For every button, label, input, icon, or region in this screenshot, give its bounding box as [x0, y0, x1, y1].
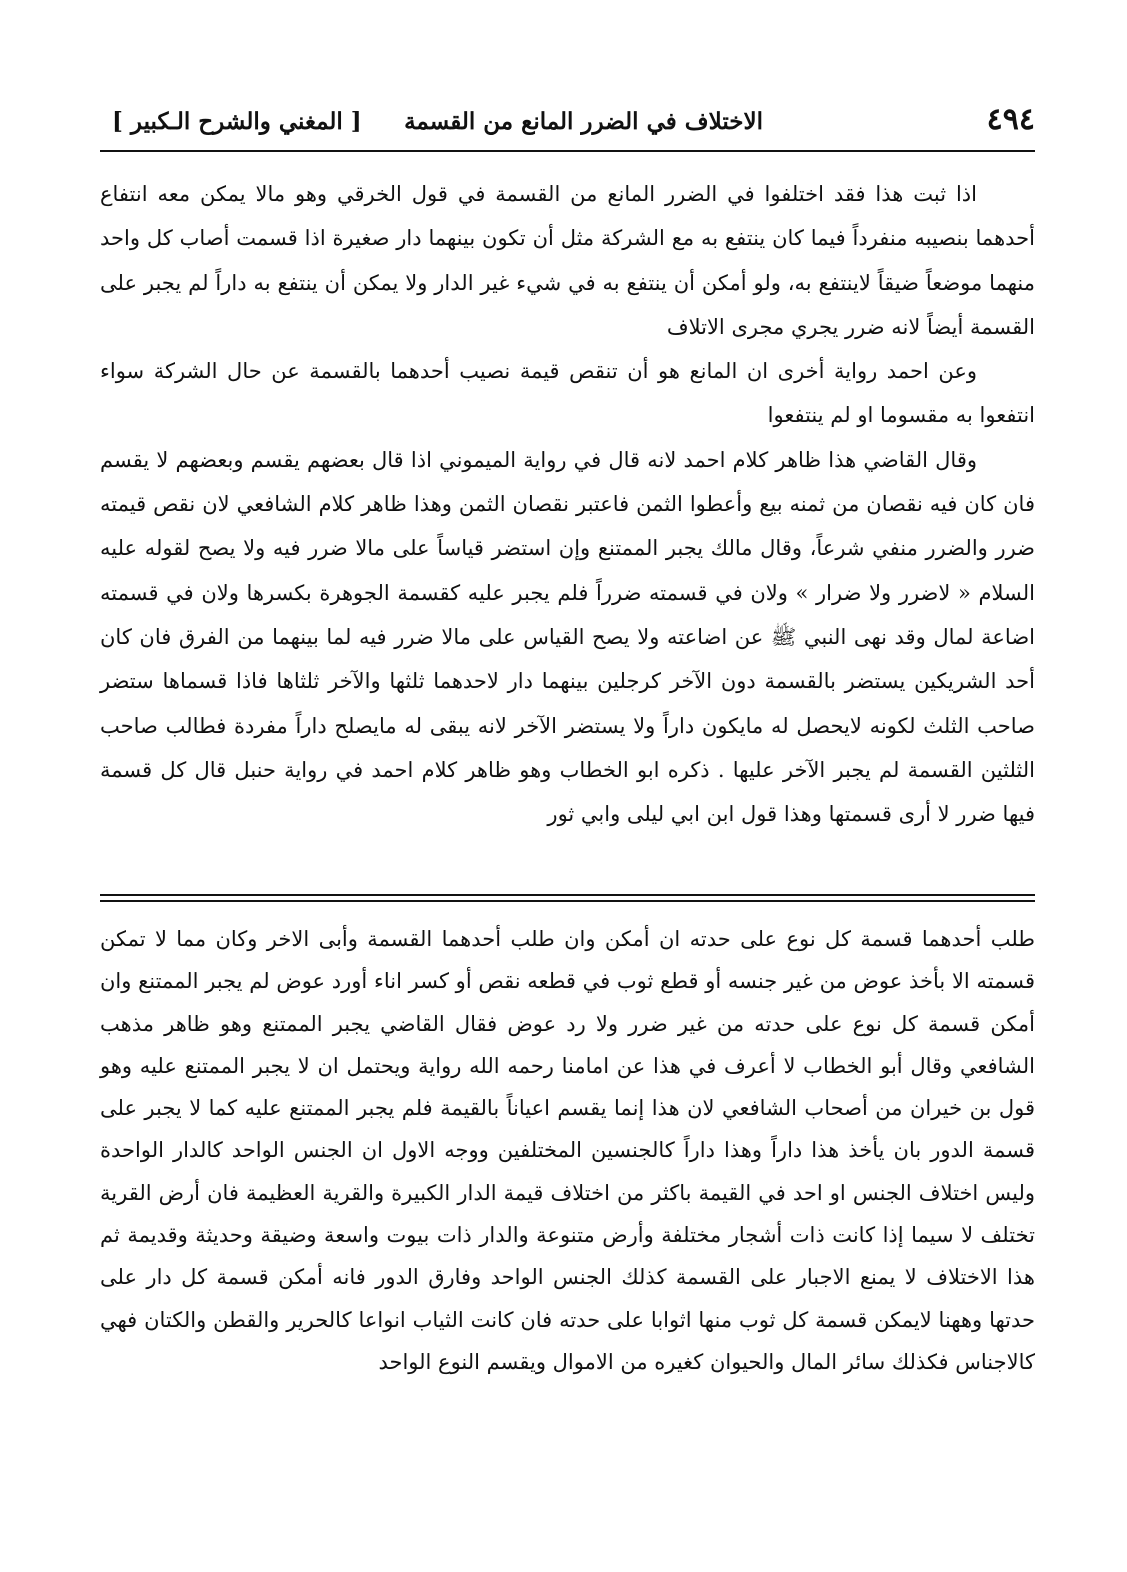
- book-title: [ المغني والشرح الـكبير ]: [112, 108, 362, 135]
- page-header: [100, 100, 1035, 146]
- commentary-text: [100, 918, 1035, 1383]
- main-paragraph: وعن احمد رواية أخرى ان المانع هو أن تنقص قيمة نصيب أحدهما بالقسمة عن حال الشركة سواء انتفعوا به مقسوما او لم ينتفعوا: [100, 359, 1035, 428]
- page-number: ٤٩٤: [986, 102, 1035, 137]
- main-paragraph: وقال القاضي هذا ظاهر كلام احمد لانه قال في رواية الميموني اذا قال بعضهم يقسم وبعضهم لا يقسم فان كان فيه نقصان من ثمنه بيع وأعطوا الثمن فاعتبر نقصان الثمن وهذا ظاهر كلام الشافعي لان نقص قيمته ضرر والضرر منفي شرعاً، وقال مالك يجبر الممتنع وإن استضر قياساً على مالا ضرر فيه ولا يصح لقوله عليه السلام « لاضرر ولا ضرار » ولان في قسمته ضرراً فلم يجبر عليه كقسمة الجوهرة بكسرها ولان في قسمته اضاعة لمال وقد نهى النبي ﷺ عن اضاعته ولا يصح القياس على مالا ضرر فيه لما بينهما من الفرق فان كان أحد الشريكين يستضر بالقسمة دون الآخر كرجلين بينهما دار لاحدهما ثلثها والآخر ثلثاها فاذا قسماها ستضر صاحب الثلث لكونه لايحصل له مايكون داراً ولا يستضر الآخر لانه يبقى له مايصلح داراً مفردة فطالب صاحب الثلثين القسمة لم يجبر الآخر عليها . ذكره ابو الخطاب وهو ظاهر كلام احمد في رواية حنبل قال كل قسمة فيها ضرر لا أرى قسمتها وهذا قول ابن ابي ليلى وابي ثور: [100, 447, 1035, 827]
- section-title: الاختلاف في الضرر المانع من القسمة: [404, 108, 763, 135]
- header-divider: [100, 150, 1035, 152]
- main-paragraph: اذا ثبت هذا فقد اختلفوا في الضرر المانع من القسمة في قول الخرقي وهو مالا يمكن معه انتفاع أحدهما بنصيبه منفرداً فيما كان ينتفع به مع الشركة مثل أن تكون بينهما دار صغيرة اذا قسمت أصاب كل واحد منهما موضعاً ضيقاً لاينتفع به، ولو أمكن أن ينتفع به في شيء غير الدار ولا يمكن أن ينتفع به داراً لم يجبر على القسمة أيضاً لانه ضرر يجري مجرى الاتلاف: [100, 182, 1035, 339]
- commentary-paragraph: طلب أحدهما قسمة كل نوع على حدته ان أمكن وان طلب أحدهما القسمة وأبى الاخر وكان مما لا تمكن قسمته الا بأخذ عوض من غير جنسه أو قطع ثوب في قطعه نقص أو كسر اناء أورد عوض لم يجبر الممتنع وان أمكن قسمة كل نوع على حدته من غير ضرر ولا رد عوض فقال القاضي يجبر الممتنع وهو ظاهر مذهب الشافعي وقال أبو الخطاب لا أعرف في هذا عن امامنا رحمه الله رواية ويحتمل ان لا يجبر الممتنع عليه وهو قول بن خيران من أصحاب الشافعي لان هذا إنما يقسم اعياناً بالقيمة فلم يجبر الممتنع عليه كما لا يجبر على قسمة الدور بان يأخذ هذا داراً وهذا داراً كالجنسين المختلفين ووجه الاول ان الجنس الواحد كالدار الواحدة وليس اختلاف الجنس او احد في القيمة باكثر من اختلاف قيمة الدار الكبيرة والقرية العظيمة فان أرض القرية تختلف لا سيما إذا كانت ذات أشجار مختلفة وأرض متنوعة والدار ذات بيوت واسعة وضيقة وحديثة وقديمة ثم هذا الاختلاف لا يمنع الاجبار على القسمة كذلك الجنس الواحد وفارق الدور فانه أمكن قسمة كل دار على حدتها وههنا لايمكن قسمة كل ثوب منها اثوابا على حدته فان كانت الثياب انواعا كالحرير والقطن والكتان فهي كالاجناس فكذلك سائر المال والحيوان كغيره من الاموال ويقسم النوع الواحد: [100, 927, 1035, 1374]
- footnote-divider-bottom: [100, 900, 1035, 902]
- footnote-divider-top: [100, 894, 1035, 896]
- main-text: [100, 172, 1035, 836]
